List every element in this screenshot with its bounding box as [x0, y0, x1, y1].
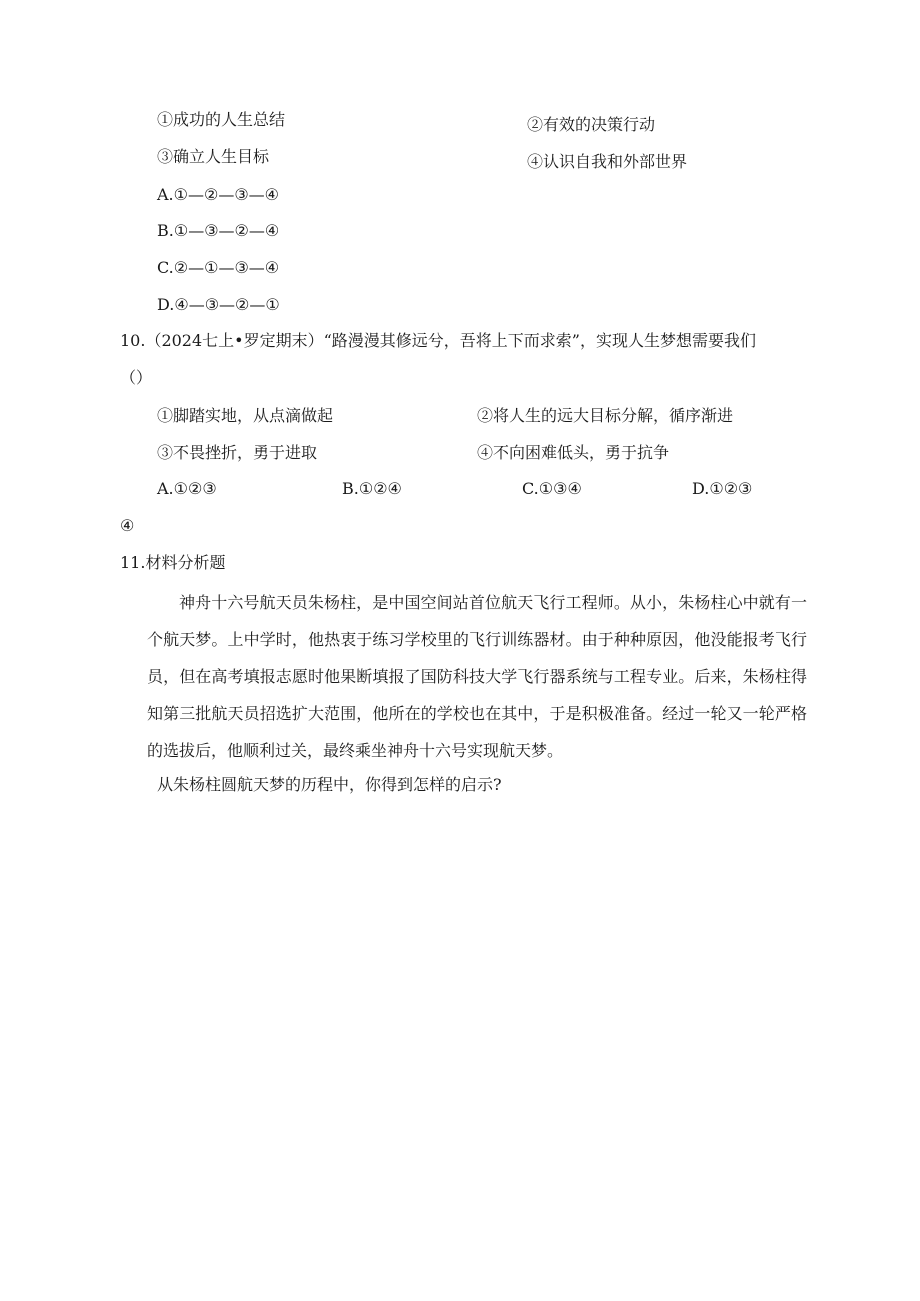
- q9-option-b: B.①—③—②—④: [157, 221, 280, 240]
- q10-stem-line-1: 10.（2024七上•罗定期末）“路漫漫其修远兮，吾将上下而求索”，实现人生梦想需要我们: [120, 331, 756, 350]
- q9-item-2: ②有效的决策行动: [527, 115, 656, 134]
- q10-option-d: D.①②③: [692, 479, 753, 498]
- q9-option-d: D.④—③—②—①: [157, 295, 280, 314]
- q11-material-paragraph: 神舟十六号航天员朱杨柱，是中国空间站首位航天飞行工程师。从小，朱杨柱心中就有一个航天梦。上中学时，他热衷于练习学校里的飞行训练器材。由于种种原因，他没能报考飞行员，但在高考填报志愿时他果断填报了国防科技大学飞行器系统与工程专业。后来，朱杨柱得知第三批航天员招选扩大范围，他所在的学校也在其中，于是积极准备。经过一轮又一轮严格的选拔后，他顺利过关，最终乘坐神舟十六号实现航天梦。: [147, 593, 807, 760]
- q10-item-4: ④不向困难低头，勇于抗争: [477, 443, 670, 462]
- q10-item-2: ②将人生的远大目标分解，循序渐进: [477, 406, 734, 425]
- q9-item-3: ③确立人生目标: [157, 147, 270, 166]
- q10-option-c: C.①③④: [522, 479, 582, 498]
- q9-option-a: A.①—②—③—④: [157, 185, 280, 204]
- q9-option-c: C.②—①—③—④: [157, 258, 280, 277]
- q9-item-4: ④认识自我和外部世界: [527, 152, 688, 171]
- q11-question: 从朱杨柱圆航天梦的历程中，你得到怎样的启示?: [157, 775, 502, 794]
- q11-title: 11.材料分析题: [120, 553, 226, 572]
- q10-item-1: ①脚踏实地，从点滴做起: [157, 406, 334, 425]
- q10-option-d-wrap: ④: [120, 516, 135, 535]
- q10-option-a: A.①②③: [157, 479, 217, 498]
- q9-item-1: ①成功的人生总结: [157, 110, 286, 129]
- q10-option-b: B.①②④: [342, 479, 402, 498]
- q10-item-3: ③不畏挫折，勇于进取: [157, 443, 318, 462]
- q10-answer-bracket: （）: [120, 368, 153, 387]
